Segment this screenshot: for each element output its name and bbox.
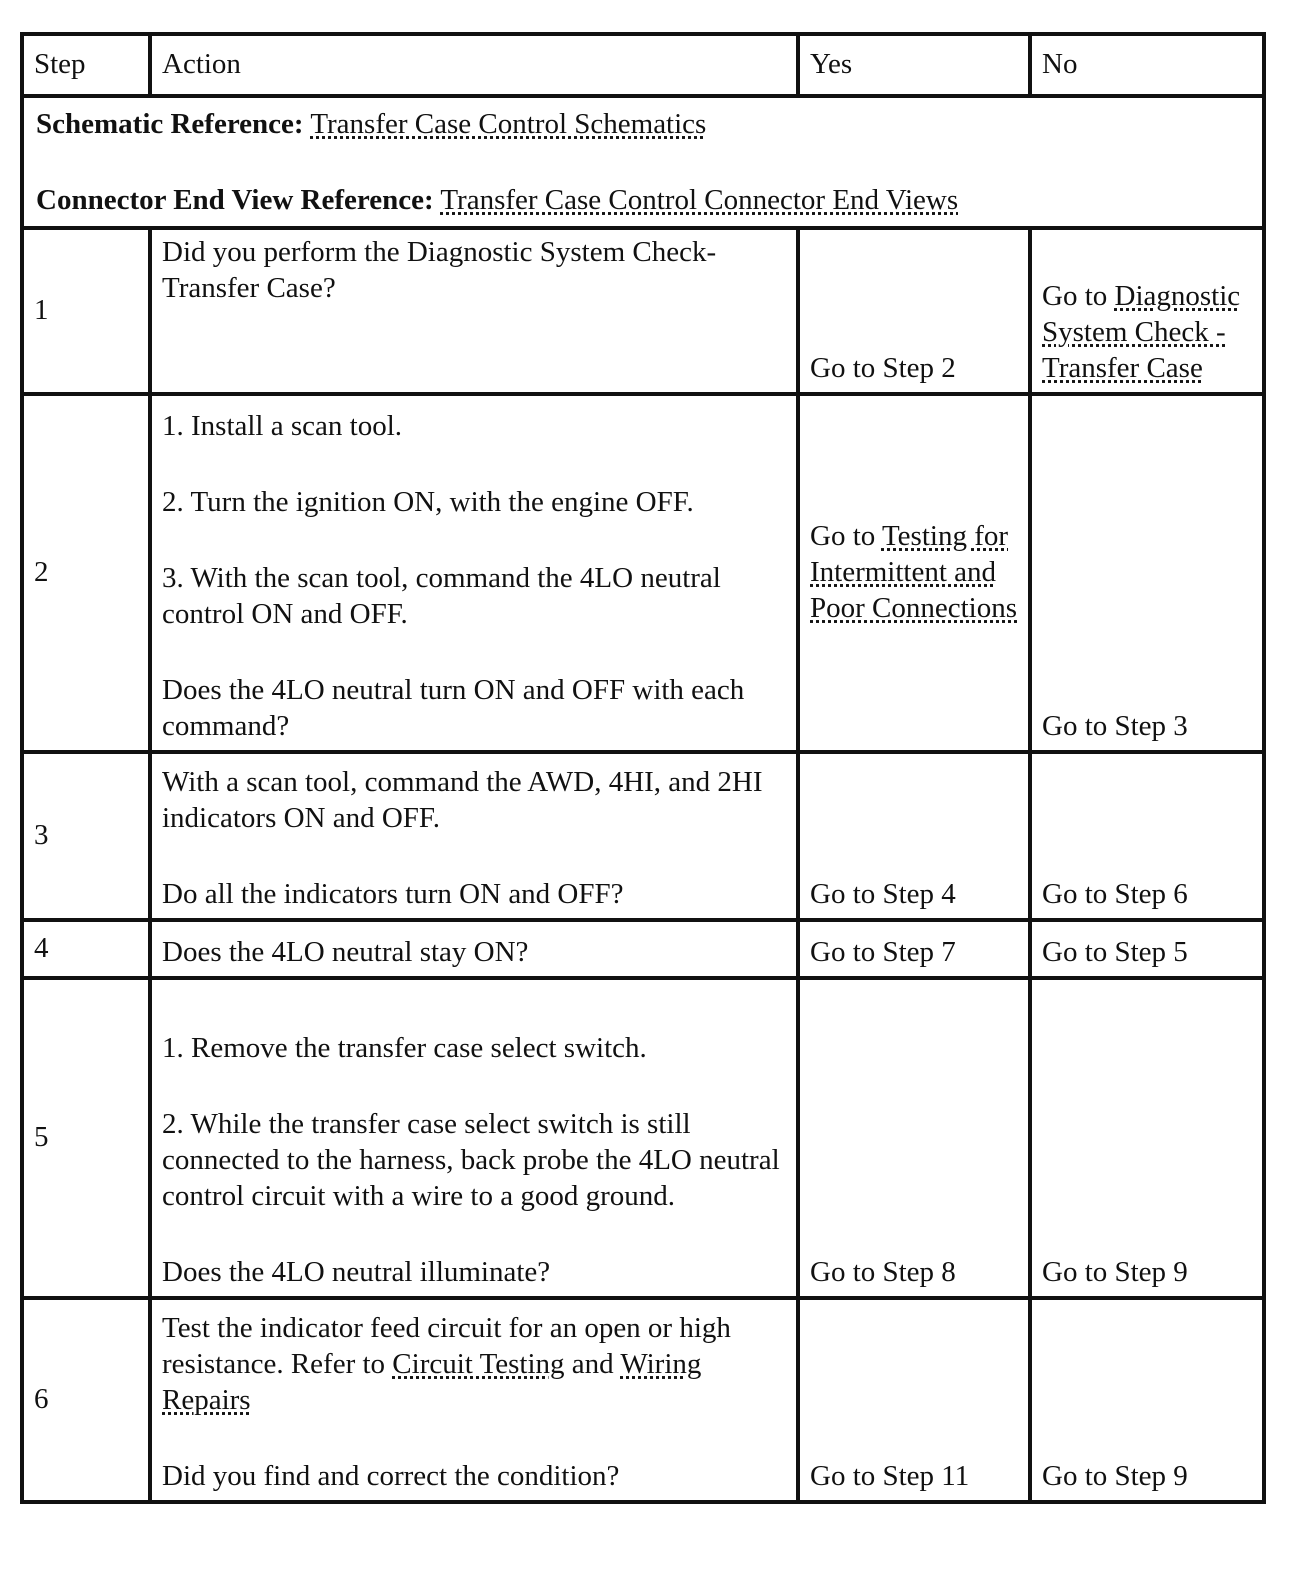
header-no: No [1030,34,1264,96]
action-cell [150,920,798,978]
action-cell [150,752,798,920]
table-row [22,228,1264,394]
action-text: 1. Install a scan tool. [162,410,403,442]
table-row [22,978,1264,1298]
step-number: 4 [22,920,150,978]
action-cell [150,1298,798,1502]
connector-reference-link[interactable]: Transfer Case Control Connector End Views [440,184,959,216]
no-prefix: Go to [1042,280,1108,312]
schematic-reference-label: Schematic Reference: [36,108,304,140]
action-question: Did you find and correct the condition? [162,1460,620,1492]
yes-prefix: Go to [810,520,876,552]
step-number: 6 [22,1298,150,1502]
no-cell: Go to Step 3 [1030,394,1264,752]
table-row [22,752,1264,920]
references-cell [22,96,1264,228]
no-cell [1030,228,1264,394]
action-text: With a scan tool, command the AWD, 4HI, and 2HI indicators ON and OFF. [162,766,763,834]
action-text: Does the 4LO neutral stay ON? [162,936,529,968]
yes-cell: Go to Step 2 [798,228,1030,394]
action-text [162,1310,786,1418]
step-number: 5 [22,978,150,1298]
table-row [22,394,1264,752]
no-cell: Go to Step 5 [1030,920,1264,978]
action-cell [150,394,798,752]
header-yes: Yes [798,34,1030,96]
yes-cell: Go to Step 4 [798,752,1030,920]
action-text: 2. Turn the ignition ON, with the engine OFF. [162,486,694,518]
step-number: 3 [22,752,150,920]
no-cell: Go to Step 6 [1030,752,1264,920]
action-text: 2. While the transfer case select switch is still connected to the harness, back probe the 4LO neutral control circuit with a wire to a good ground. [162,1108,780,1212]
testing-intermittent-link[interactable]: Testing for Intermittent and Poor Connections [810,520,1018,624]
action-text-part: and [571,1348,614,1380]
circuit-testing-link[interactable]: Circuit Testing [392,1348,565,1380]
action-text: 1. Remove the transfer case select switch. [162,1032,647,1064]
action-text: 3. With the scan tool, command the 4LO neutral control ON and OFF. [162,562,721,630]
header-action: Action [150,34,798,96]
diagnostic-system-check-link[interactable]: Diagnostic System Check - Transfer Case [1042,280,1241,384]
yes-cell: Go to Step 8 [798,978,1030,1298]
schematic-reference [36,106,1250,142]
table-header-row [22,34,1264,96]
yes-cell: Go to Step 7 [798,920,1030,978]
connector-reference-label: Connector End View Reference: [36,184,434,216]
header-step: Step [22,34,150,96]
diagnostic-table [20,32,1266,1504]
references-row [22,96,1264,228]
wiring-repairs-link[interactable]: Wiring Repairs [162,1348,702,1416]
action-text: Do all the indicators turn ON and OFF? [162,878,624,910]
action-cell [150,228,798,394]
table-row [22,1298,1264,1502]
yes-cell: Go to Step 11 [798,1298,1030,1502]
connector-reference [36,182,1250,218]
action-text-part: Test the indicator feed circuit for an open or high resistance. Refer to [162,1312,731,1380]
schematic-reference-link[interactable]: Transfer Case Control Schematics [310,108,707,140]
action-text: Does the 4LO neutral illuminate? [162,1256,551,1288]
page-edge-mark [20,1500,112,1502]
action-cell [150,978,798,1298]
yes-cell [798,394,1030,752]
action-text: Did you perform the Diagnostic System Check-Transfer Case? [162,236,717,304]
step-number: 1 [22,228,150,394]
no-cell: Go to Step 9 [1030,978,1264,1298]
step-number: 2 [22,394,150,752]
no-cell: Go to Step 9 [1030,1298,1264,1502]
table-row [22,920,1264,978]
action-text: Does the 4LO neutral turn ON and OFF with each command? [162,674,745,742]
